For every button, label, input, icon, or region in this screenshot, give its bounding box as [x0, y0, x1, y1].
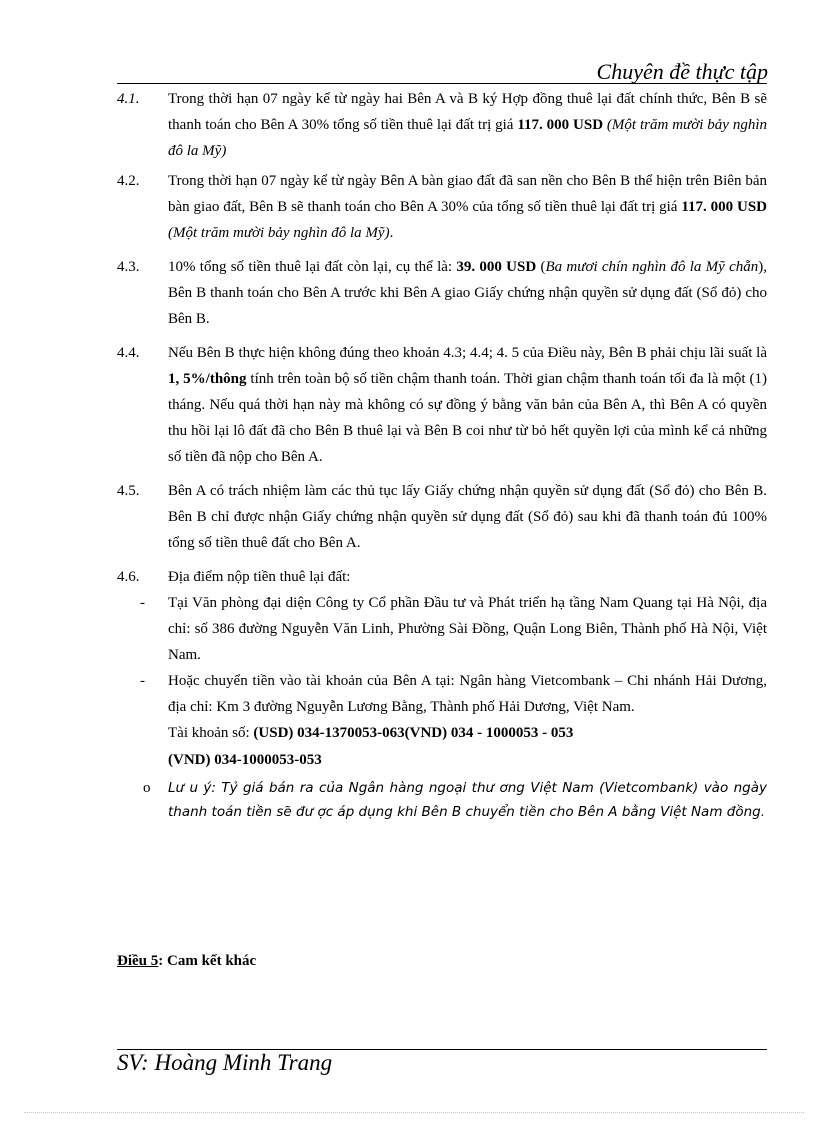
clause-text	[168, 168, 767, 246]
amount-in-words: (Một trăm mười bảy nghìn đô la Mỹ)	[168, 117, 767, 159]
clause-text: Địa điểm nộp tiền thuê lại đất:	[168, 569, 351, 585]
clause-text-part: ), Bên B thanh toán cho Bên A trước khi Bên A giao Giấy chứng nhận quyền sử dụng đất (Sổ đỏ) cho Bên B.	[168, 259, 768, 327]
clause-text-part: Nếu Bên B thực hiện không đúng theo khoản 4.3; 4.4; 4. 5 của Điều này, Bên B phải chịu lãi suất là	[168, 345, 767, 361]
clause-text-part: Trong thời hạn 07 ngày kể từ ngày hai Bên A và B ký Hợp đồng thuê lại đất chính thức, Bên B sẽ thanh toán cho Bên A 30% tổng số tiền thuê lại đất trị giá	[168, 91, 767, 133]
clause-number: 4.2.	[117, 173, 140, 189]
note-body: Lư u ý: Tỷ giá bán ra của Ngân hàng ngoại thư ơng Việt Nam (Vietcombank) vào ngày thanh toán tiền sẽ đư ợc áp dụng khi Bên B chuyển tiền cho Bên A bằng Việt Nam đồng	[168, 780, 767, 820]
amount-in-words: Ba mươi chín nghìn đô la Mỹ chẵn	[545, 259, 759, 275]
clause-4-5	[117, 478, 767, 556]
interest-rate: 1, 5%/thông	[168, 371, 247, 387]
clause-text	[168, 86, 767, 164]
clause-4-4	[117, 340, 767, 470]
clause-4-2	[117, 168, 767, 246]
account-number: (USD) 034-1370053-063(VND) 034 - 1000053 - 053	[253, 725, 574, 741]
list-item	[117, 668, 767, 720]
clause-text-part: tính trên toàn bộ số tiền chậm thanh toán. Thời gian chậm thanh toán tối đa là một (1) tháng. Nếu quá thời hạn này mà không có sự đồng ý bằng văn bản của Bên A, thì Bên A có quyền thu hồi lại lô đất đã cho Bên B thuê lại và Bên B coi như từ bỏ hết quyền lợi của mình kể cả những số tiền đã nộp cho Bên A.	[168, 371, 767, 465]
clause-4-1	[117, 86, 767, 164]
dash-bullet: -	[140, 595, 145, 611]
clause-text	[168, 254, 767, 332]
page-header-title: Chuyên đề thực tập	[596, 59, 768, 84]
amount-text: 39. 000 USD	[456, 259, 537, 275]
account-line-1	[168, 720, 767, 747]
account-label: Tài khoản số:	[168, 725, 254, 741]
article-label: Điều 5	[117, 953, 159, 969]
footer-student-name: SV: Hoàng Minh Trang	[117, 1050, 333, 1075]
account-line-2: (VND) 034-1000053-053	[168, 752, 322, 768]
amount-text: 117. 000 USD	[517, 117, 604, 133]
amount-in-words: (Một trăm mười bảy nghìn đô la Mỹ)	[168, 225, 390, 241]
article-title: : Cam kết khác	[158, 953, 257, 969]
article-heading	[117, 950, 256, 972]
bank-account	[117, 720, 767, 774]
clause-text-part: .	[389, 225, 394, 241]
document-body	[117, 86, 767, 824]
clause-text-part: (	[536, 259, 546, 275]
clause-4-6	[117, 564, 767, 590]
clause-number: 4.5.	[117, 483, 140, 499]
note-end: .	[760, 804, 765, 819]
clause-number: 4.4.	[117, 345, 140, 361]
header-divider	[117, 83, 767, 84]
dash-bullet: -	[140, 673, 145, 689]
clause-number: 4.3.	[117, 259, 140, 275]
circle-bullet: o	[143, 780, 151, 796]
list-item-text: Hoặc chuyển tiền vào tài khoản của Bên A tại: Ngân hàng Vietcombank – Chi nhánh Hải Dương, địa chỉ: Km 3 đường Nguyễn Lương Bằng, Thành phố Hải Dương, Việt Nam.	[168, 673, 767, 715]
amount-text: 117. 000 USD	[681, 199, 767, 215]
list-item-text: Tại Văn phòng đại diện Công ty Cổ phần Đầu tư và Phát triển hạ tầng Nam Quang tại Hà Nội, địa chỉ: số 386 đường Nguyễn Văn Linh, Phường Sài Đồng, Quận Long Biên, Thành phố Hà Nội, Việt Nam.	[168, 595, 767, 663]
clause-text-part: 10% tổng số tiền thuê lại đất còn lại, cụ thể là:	[168, 259, 457, 275]
clause-number: 4.1.	[117, 91, 140, 107]
note-text	[168, 776, 767, 824]
clause-text: Bên A có trách nhiệm làm các thủ tục lấy Giấy chứng nhận quyền sử dụng đất (Sổ đỏ) cho Bên B. Bên B chỉ được nhận Giấy chứng nhận quyền sử dụng đất (Sổ đỏ) sau khi đã thanh toán đủ 100% tổng số tiền thuê đất cho Bên A.	[168, 483, 767, 551]
clause-text	[168, 340, 767, 470]
page-bottom-border	[24, 1112, 804, 1113]
clause-number: 4.6.	[117, 569, 140, 585]
clause-text-part: Trong thời hạn 07 ngày kể từ ngày Bên A bàn giao đất đã san nền cho Bên B thể hiện trên Biên bản bàn giao đất, Bên B sẽ thanh toán cho Bên A 30% của tổng số tiền thuê lại đất trị giá	[168, 173, 767, 215]
list-item	[117, 590, 767, 668]
clause-4-3	[117, 254, 767, 332]
note	[117, 776, 767, 824]
